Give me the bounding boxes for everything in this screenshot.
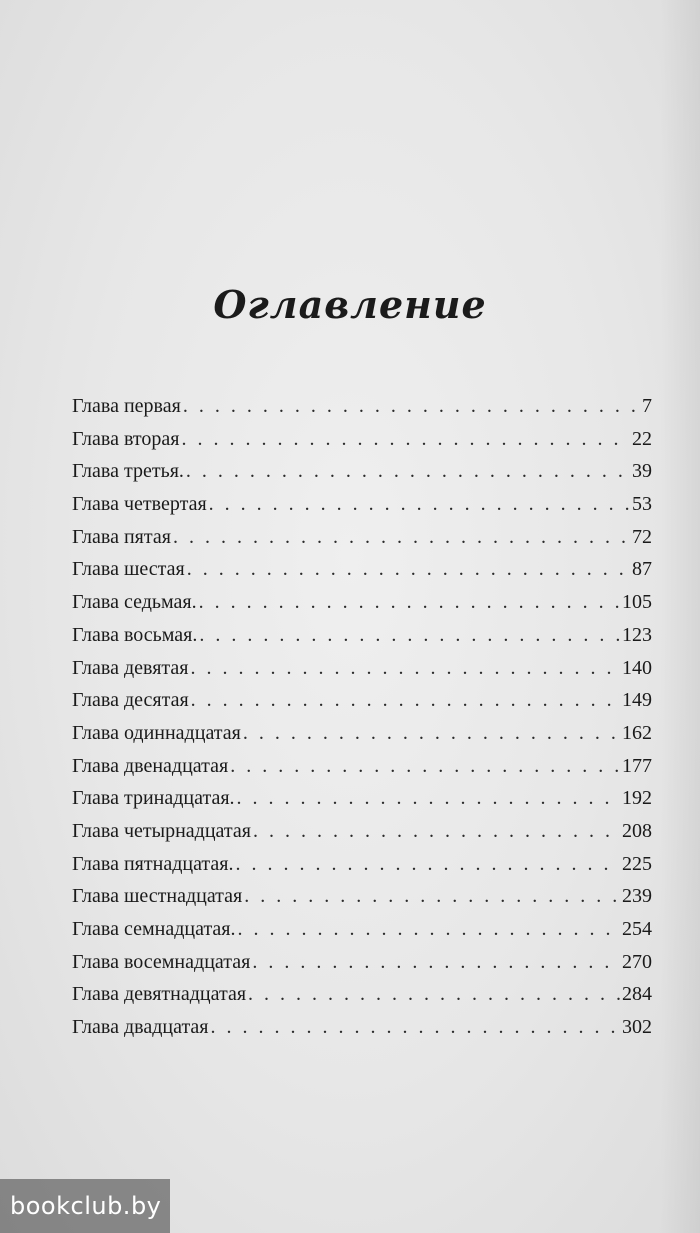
toc-leader-dots (244, 885, 620, 908)
toc-entry-page: 239 (622, 885, 652, 908)
toc-leader-dots (243, 722, 620, 745)
toc-entry-14 (72, 820, 652, 853)
toc-entry-20 (72, 1016, 652, 1049)
toc-entry-page: 254 (622, 918, 652, 940)
toc-leader-dots (248, 983, 620, 1006)
toc-entry-label: Глава четвертая (72, 493, 207, 516)
toc-entry-page: 162 (622, 721, 652, 744)
toc-entry-9 (72, 657, 652, 690)
toc-leader-dots (187, 558, 630, 581)
bleed-through-text-top (55, 55, 655, 375)
toc-entry-page: 105 (622, 591, 652, 614)
bleed-through-text-bottom (55, 1040, 655, 1160)
toc-entry-label: Глава двадцатая (72, 1016, 209, 1039)
toc-entry-16 (72, 885, 652, 918)
toc-entry-page: 177 (622, 754, 652, 777)
toc-entry-page: 22 (632, 427, 652, 450)
toc-entry-label: Глава семнадцатая. (72, 918, 236, 940)
toc-entry-13 (72, 787, 652, 820)
toc-leader-dots (190, 657, 620, 680)
toc-entry-8 (72, 624, 652, 657)
toc-leader-dots (230, 755, 620, 778)
toc-entry-page: 208 (622, 819, 652, 842)
toc-list (72, 395, 652, 1049)
toc-entry-page: 284 (622, 983, 652, 1006)
toc-entry-17 (72, 918, 652, 951)
toc-entry-18 (72, 951, 652, 984)
toc-entry-label: Глава вторая (72, 427, 180, 450)
toc-entry-15 (72, 853, 652, 886)
toc-entry-2 (72, 428, 652, 461)
toc-entry-1 (72, 395, 652, 428)
toc-entry-7 (72, 591, 652, 624)
toc-leader-dots (252, 951, 620, 974)
toc-leader-dots (236, 853, 621, 876)
toc-entry-label: Глава первая (72, 395, 181, 417)
toc-entry-page: 192 (622, 787, 652, 810)
toc-entry-label: Глава десятая (72, 689, 189, 712)
toc-leader-dots (191, 689, 620, 712)
toc-entry-label: Глава четырнадцатая (72, 819, 251, 842)
toc-title: Оглавление (213, 282, 487, 327)
toc-leader-dots (253, 820, 620, 843)
toc-entry-label: Глава шестнадцатая (72, 885, 243, 908)
toc-entry-3 (72, 460, 652, 493)
toc-entry-6 (72, 558, 652, 591)
toc-entry-label: Глава шестая (72, 558, 185, 581)
toc-entry-5 (72, 526, 652, 559)
toc-entry-10 (72, 689, 652, 722)
toc-entry-label: Глава пятнадцатая. (72, 852, 234, 875)
site-watermark: bookclub.by (0, 1179, 170, 1233)
page-fold-shadow (660, 0, 700, 1233)
toc-leader-dots (199, 624, 620, 647)
toc-entry-page: 87 (632, 558, 652, 581)
toc-entry-label: Глава тринадцатая. (72, 787, 235, 810)
toc-entry-page: 149 (622, 689, 652, 712)
toc-entry-page: 123 (622, 623, 652, 646)
toc-entry-page: 39 (632, 460, 652, 483)
toc-entry-page: 7 (642, 395, 652, 417)
toc-entry-page: 270 (622, 950, 652, 973)
toc-leader-dots (173, 526, 630, 549)
toc-leader-dots (183, 395, 640, 418)
toc-entry-4 (72, 493, 652, 526)
toc-entry-page: 140 (622, 656, 652, 679)
toc-leader-dots (237, 787, 620, 810)
toc-entry-label: Глава третья. (72, 460, 184, 483)
toc-entry-label: Глава двенадцатая (72, 754, 229, 777)
toc-leader-dots (209, 493, 630, 516)
toc-leader-dots (181, 428, 630, 451)
toc-entry-11 (72, 722, 652, 755)
toc-entry-12 (72, 755, 652, 788)
toc-entry-page: 72 (632, 525, 652, 548)
toc-entry-label: Глава девятая (72, 656, 189, 679)
toc-entry-label: Глава девятнадцатая (72, 983, 247, 1006)
toc-entry-page: 302 (622, 1016, 652, 1039)
toc-entry-label: Глава восьмая. (72, 623, 198, 646)
toc-entry-label: Глава седьмая. (72, 591, 197, 614)
toc-entry-page: 225 (622, 852, 652, 875)
toc-entry-label: Глава одиннадцатая (72, 721, 241, 744)
toc-entry-19 (72, 983, 652, 1016)
toc-entry-label: Глава восемнадцатая (72, 950, 251, 973)
toc-entry-label: Глава пятая (72, 525, 171, 548)
toc-leader-dots (211, 1016, 620, 1039)
toc-leader-dots (186, 460, 630, 483)
toc-entry-page: 53 (632, 493, 652, 516)
toc-leader-dots (238, 918, 620, 941)
toc-leader-dots (199, 591, 620, 614)
